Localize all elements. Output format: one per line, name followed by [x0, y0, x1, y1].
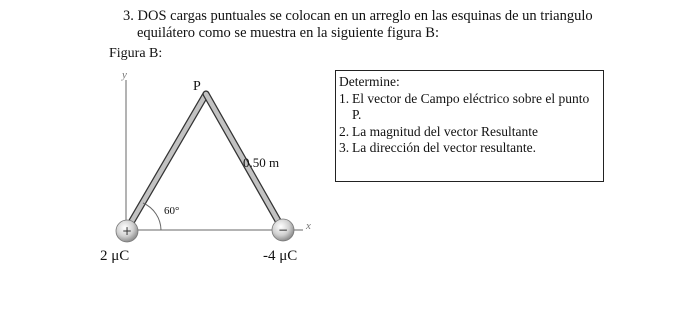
figure-label: Figura B: — [109, 46, 163, 61]
y-axis-label: y — [122, 69, 127, 81]
x-axis-label: x — [306, 220, 311, 232]
item-text: La dirección del vector resultante. — [352, 140, 537, 155]
determine-item — [339, 91, 600, 124]
point-p-label: P — [193, 79, 201, 94]
charge-1-label: 2 μC — [100, 248, 130, 264]
item-number: 3. — [339, 140, 350, 155]
charge-triangle-figure — [95, 68, 325, 278]
determine-item — [339, 124, 600, 141]
problem-statement-line-1: 3. DOS cargas puntuales se colocan en un arreglo en las esquinas de un triangulo — [123, 8, 593, 24]
positive-sign: + — [121, 224, 133, 238]
item-number: 1. — [339, 90, 350, 106]
angle-arc — [143, 203, 161, 230]
item-number: 2. — [339, 123, 350, 139]
determine-heading: Determine: — [339, 74, 400, 89]
determine-item — [339, 140, 600, 157]
distance-label: 0.50 m — [243, 155, 280, 170]
negative-sign: − — [277, 223, 289, 237]
angle-label: 60° — [164, 205, 180, 217]
triangle-diagram — [95, 68, 325, 278]
item-text: La magnitud del vector Resultante — [352, 123, 538, 139]
charge-2-label: -4 μC — [263, 248, 298, 264]
item-text: El vector de Campo eléctrico sobre el punto P. — [352, 90, 590, 122]
determine-box — [335, 70, 604, 182]
problem-statement-line-2: equilátero como se muestra en la siguiente figura B: — [137, 25, 439, 41]
